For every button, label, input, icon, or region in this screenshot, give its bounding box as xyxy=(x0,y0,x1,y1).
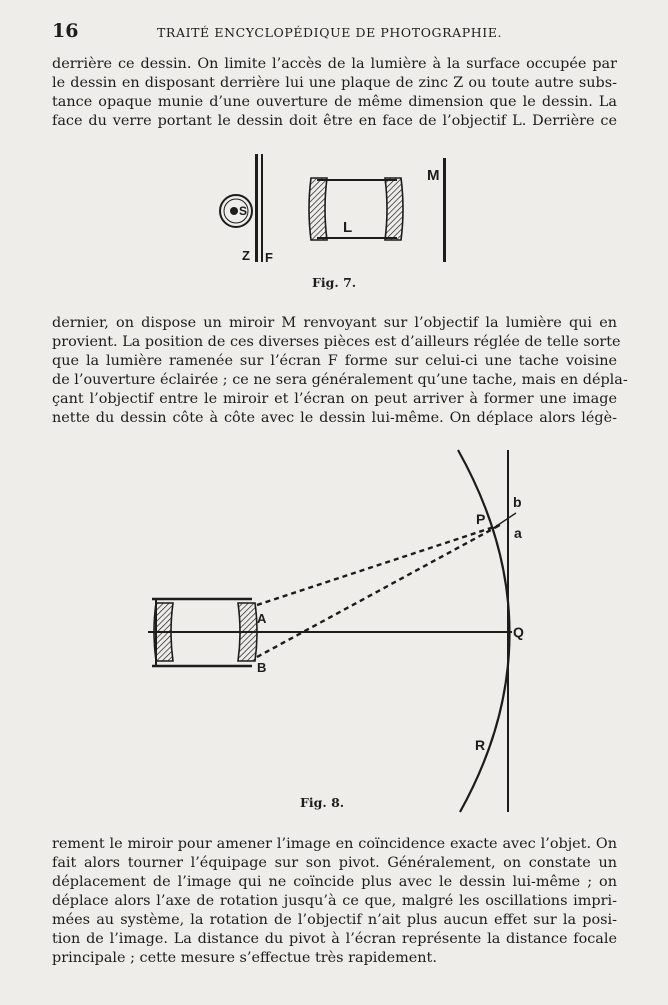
text-line: principale ; cette mesure s’effectue très rapidement. xyxy=(52,950,437,966)
text-line: face du verre portant le dessin doit être en face de l’objectif L. Derrière ce xyxy=(52,113,617,129)
ray-upper xyxy=(257,525,500,605)
running-title: TRAITÉ ENCYCLOPÉDIQUE DE PHOTOGRAPHIE. xyxy=(157,25,503,40)
text-line: le dessin en disposant derrière lui une plaque de zinc Z ou toute autre subs- xyxy=(52,75,617,91)
mirror-m xyxy=(443,158,446,262)
paragraph-3 xyxy=(52,835,617,968)
text-line: dernier, on dispose un miroir M renvoyant sur l’objectif la lumière qui en xyxy=(52,315,617,331)
ray-lower xyxy=(257,525,500,657)
zinc-plate-z xyxy=(255,154,258,262)
label-s: S xyxy=(239,204,248,218)
light-source xyxy=(220,195,252,227)
text-line: derrière ce dessin. On limite l’accès de la lumière à la surface occupée par xyxy=(52,56,617,72)
text-line: tion de l’image. La distance du pivot à l’écran représente la distance focale xyxy=(52,931,617,947)
text-line: déplacement de l’image qui ne coïncide plus avec le dessin lui-même ; on xyxy=(52,874,617,890)
paragraph-2 xyxy=(52,314,628,428)
text-line: mées au système, la rotation de l’objectif n’ait plus aucun effet sur la posi- xyxy=(52,912,617,928)
label-r: R xyxy=(475,737,486,753)
text-line: rement le miroir pour amener l’image en coïncidence exacte avec l’objet. On xyxy=(52,836,617,852)
text-line: tance opaque munie d’une ouverture de même dimension que le dessin. La xyxy=(52,94,617,110)
figure-7-caption: Fig. 7. xyxy=(312,275,357,290)
label-a-upper: A xyxy=(257,611,267,626)
paragraph-1 xyxy=(52,55,617,131)
page-header xyxy=(52,20,617,42)
label-m: M xyxy=(427,167,440,184)
label-p: P xyxy=(476,511,486,527)
text-line: déplace alors l’axe de rotation jusqu’à ce que, malgré les oscillations impri- xyxy=(52,893,617,909)
screen-f xyxy=(261,154,263,262)
text-line: de l’ouverture éclairée ; ce ne sera généralement qu’une tache, mais en dépla- xyxy=(52,372,628,388)
text-line: fait alors tourner l’équipage sur son pivot. Généralement, on constate un xyxy=(52,855,617,871)
label-b-small: b xyxy=(513,494,522,510)
figure-8-caption: Fig. 8. xyxy=(300,795,345,810)
label-a-small: a xyxy=(514,525,522,541)
figure-8-diagram xyxy=(140,445,540,820)
tangent-segment xyxy=(492,513,516,529)
label-f: F xyxy=(265,250,273,265)
label-z: Z xyxy=(242,248,250,263)
text-line: çant l’objectif entre le miroir et l’écran on peut arriver à former une image xyxy=(52,391,617,407)
label-b-lower: B xyxy=(257,660,267,675)
figure-7-diagram xyxy=(205,148,465,272)
text-line: que la lumière ramenée sur l’écran F forme sur celui-ci une tache voisine xyxy=(52,353,617,369)
objective-lens-l xyxy=(309,178,403,240)
text-line: provient. La position de ces diverses pièces est d’ailleurs réglée de telle sorte xyxy=(52,334,621,350)
text-line: nette du dessin côte à côte avec le dessin lui-même. On déplace alors légè- xyxy=(52,410,617,426)
page-number: 16 xyxy=(52,20,79,42)
label-l: L xyxy=(343,219,353,236)
label-q: Q xyxy=(513,624,524,640)
